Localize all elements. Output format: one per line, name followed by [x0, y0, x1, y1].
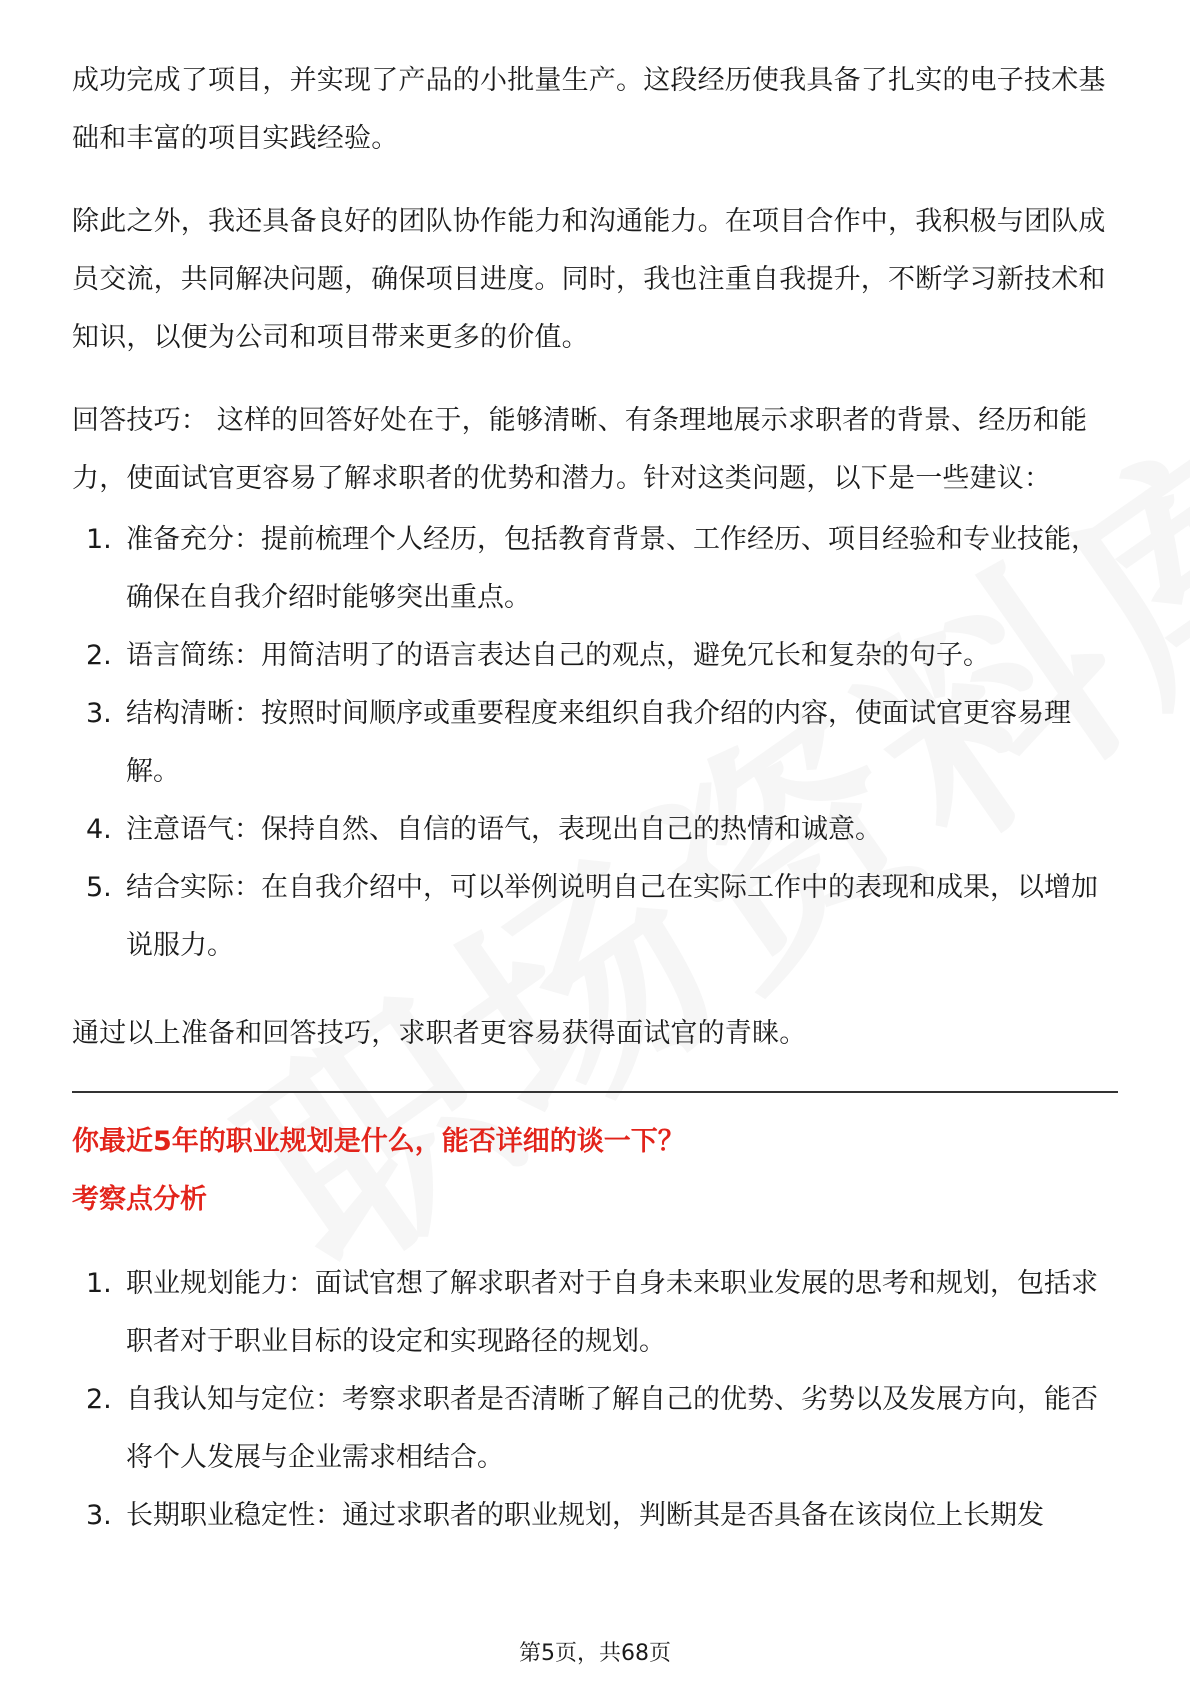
- question-title: 你最近5年的职业规划是什么，能否详细的谈一下？: [72, 1126, 685, 1157]
- list-item-text: 结构清晰：按照时间顺序或重要程度来组织自我介绍的内容，使面试官更容易理解。: [126, 698, 1071, 787]
- list-number: 1.: [86, 524, 112, 555]
- list-number: 4.: [86, 814, 112, 845]
- list-item-text: 结合实际：在自我介绍中，可以举例说明自己在实际工作中的表现和成果，以增加说服力。: [126, 872, 1098, 961]
- tips-list: [72, 511, 1118, 975]
- list-number: 5.: [86, 872, 112, 903]
- page-footer: 第5页，共68页: [519, 1641, 671, 1666]
- list-item: [72, 1255, 1118, 1371]
- list-item-text: 自我认知与定位：考察求职者是否清晰了解自己的优势、劣势以及发展方向，能否将个人发展与企业需求相结合。: [126, 1384, 1098, 1473]
- list-item: [72, 801, 1118, 859]
- paragraph-project-summary: 成功完成了项目，并实现了产品的小批量生产。这段经历使我具备了扎实的电子技术基础和丰富的项目实践经验。: [72, 65, 1106, 154]
- list-item-text: 长期职业稳定性：通过求职者的职业规划，判断其是否具备在该岗位上长期发: [126, 1500, 1044, 1531]
- list-item-text: 语言简练：用简洁明了的语言表达自己的观点，避免冗长和复杂的句子。: [126, 640, 990, 671]
- analysis-points-list: [72, 1255, 1118, 1545]
- list-item: [72, 1371, 1118, 1487]
- list-item: [72, 1487, 1118, 1545]
- list-item-text: 职业规划能力：面试官想了解求职者对于自身未来职业发展的思考和规划，包括求职者对于职业目标的设定和实现路径的规划。: [126, 1268, 1098, 1357]
- list-item: [72, 627, 1118, 685]
- list-item-text: 准备充分：提前梳理个人经历，包括教育背景、工作经历、项目经验和专业技能，确保在自我介绍时能够突出重点。: [126, 524, 1098, 613]
- document-body: [72, 52, 1118, 1545]
- list-item: [72, 511, 1118, 627]
- list-number: 1.: [86, 1268, 112, 1299]
- paragraph-conclusion: 通过以上准备和回答技巧，求职者更容易获得面试官的青睐。: [72, 1018, 807, 1049]
- list-number: 3.: [86, 698, 112, 729]
- analysis-heading: 考察点分析: [72, 1184, 207, 1215]
- list-number: 2.: [86, 640, 112, 671]
- list-item: [72, 859, 1118, 975]
- list-number: 3.: [86, 1500, 112, 1531]
- list-number: 2.: [86, 1384, 112, 1415]
- list-item: [72, 685, 1118, 801]
- section-divider: [72, 1091, 1118, 1093]
- paragraph-teamwork: 除此之外，我还具备良好的团队协作能力和沟通能力。在项目合作中，我积极与团队成员交流，共同解决问题，确保项目进度。同时，我也注重自我提升，不断学习新技术和知识，以便为公司和项目带来更多的价值。: [72, 206, 1106, 353]
- paragraph-answer-tips: 回答技巧： 这样的回答好处在于，能够清晰、有条理地展示求职者的背景、经历和能力，使面试官更容易了解求职者的优势和潜力。针对这类问题，以下是一些建议：: [72, 405, 1088, 494]
- list-item-text: 注意语气：保持自然、自信的语气，表现出自己的热情和诚意。: [126, 814, 882, 845]
